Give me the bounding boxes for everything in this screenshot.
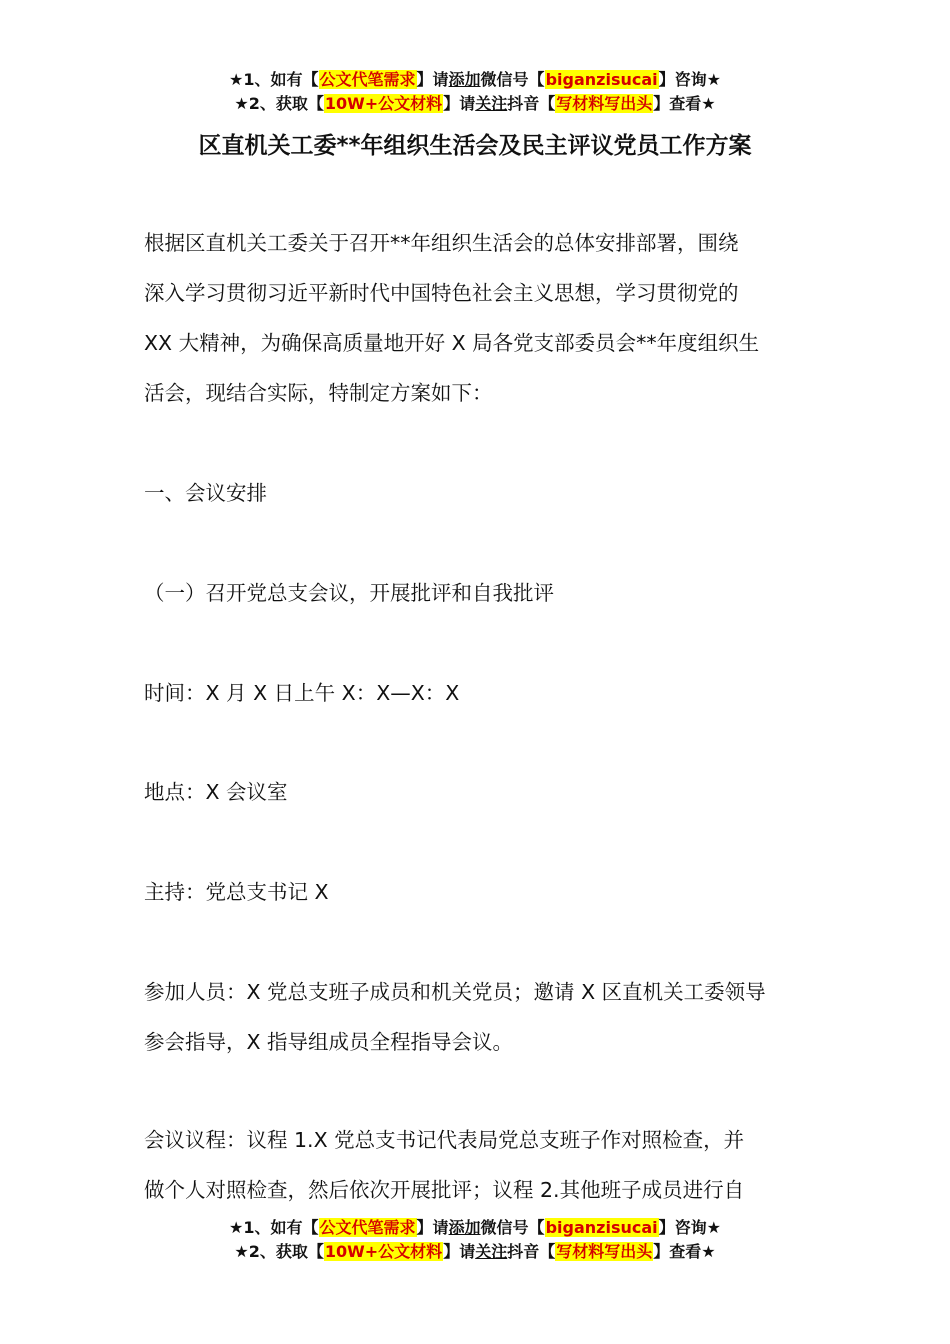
intro-paragraph [144,218,810,418]
banner-text: 】咨询★ [658,1218,721,1237]
subsection-heading-text: （一）召开党总支会议，开展批评和自我批评 [144,581,554,605]
banner-text: 微信号【 [480,1218,545,1237]
banner-text: 微信号【 [480,70,545,89]
paragraph-line: 做个人对照检查，然后依次开展批评；议程 2.其他班子成员进行自 [144,1178,745,1202]
paragraph-line: 会议议程：议程 1.X 党总支书记代表局党总支班子作对照检查，并 [144,1128,745,1152]
meeting-place [144,767,810,817]
banner-text: 】查看★ [653,94,716,113]
highlight-douyin-account: 写材料写出头 [556,1242,653,1261]
meeting-time-text: 时间：X 月 X 日上午 X：X—X：X [144,681,460,705]
highlight-materials: 10W+公文材料 [324,94,443,113]
underlined-add: 添加 [448,1218,481,1237]
banner-line-2 [0,1240,950,1264]
banner-text: 】请 [416,70,449,89]
meeting-place-text: 地点：X 会议室 [144,780,288,804]
banner-text: 抖音【 [507,94,556,113]
paragraph-line: 参会指导，X 指导组成员全程指导会议。 [144,1030,514,1054]
meeting-host [144,867,810,917]
highlight-douyin-account: 写材料写出头 [556,94,653,113]
section-heading-text: 一、会议安排 [144,481,267,505]
highlight-ghostwriting: 公文代笔需求 [319,70,416,89]
highlight-ghostwriting: 公文代笔需求 [319,1218,416,1237]
highlight-wechat-id: biganzisucai [545,1218,658,1237]
highlight-materials: 10W+公文材料 [324,1242,443,1261]
paragraph-line: 根据区直机关工委关于召开**年组织生活会的总体安排部署，围绕 [144,231,739,255]
banner-text: 】请 [416,1218,449,1237]
banner-text: ★1、如有【 [229,70,319,89]
underlined-follow: 关注 [475,1242,508,1261]
banner-text: ★1、如有【 [229,1218,319,1237]
subsection-heading [144,568,810,618]
underlined-follow: 关注 [475,94,508,113]
banner-line-1 [0,1216,950,1240]
underlined-add: 添加 [448,70,481,89]
document-title: 区直机关工委**年组织生活会及民主评议党员工作方案 [198,133,752,159]
banner-text: ★2、获取【 [234,94,324,113]
banner-text: 抖音【 [507,1242,556,1261]
top-banner [0,68,950,116]
banner-line-1 [0,68,950,92]
highlight-wechat-id: biganzisucai [545,70,658,89]
paragraph-line: 活会，现结合实际，特制定方案如下： [144,381,493,405]
bottom-banner [0,1216,950,1264]
meeting-attendees [144,967,810,1067]
section-heading [144,468,810,518]
meeting-time [144,668,810,718]
paragraph-line: 深入学习贯彻习近平新时代中国特色社会主义思想，学习贯彻党的 [144,281,739,305]
banner-text: 】咨询★ [658,70,721,89]
banner-line-2 [0,92,950,116]
meeting-agenda [144,1115,810,1215]
banner-text: 】请 [443,94,476,113]
paragraph-line: 参加人员：X 党总支班子成员和机关党员；邀请 X 区直机关工委领导 [144,980,766,1004]
meeting-host-text: 主持：党总支书记 X [144,880,329,904]
paragraph-line: XX 大精神，为确保高质量地开好 X 局各党支部委员会**年度组织生 [144,331,760,355]
banner-text: 】请 [443,1242,476,1261]
banner-text: ★2、获取【 [234,1242,324,1261]
banner-text: 】查看★ [653,1242,716,1261]
